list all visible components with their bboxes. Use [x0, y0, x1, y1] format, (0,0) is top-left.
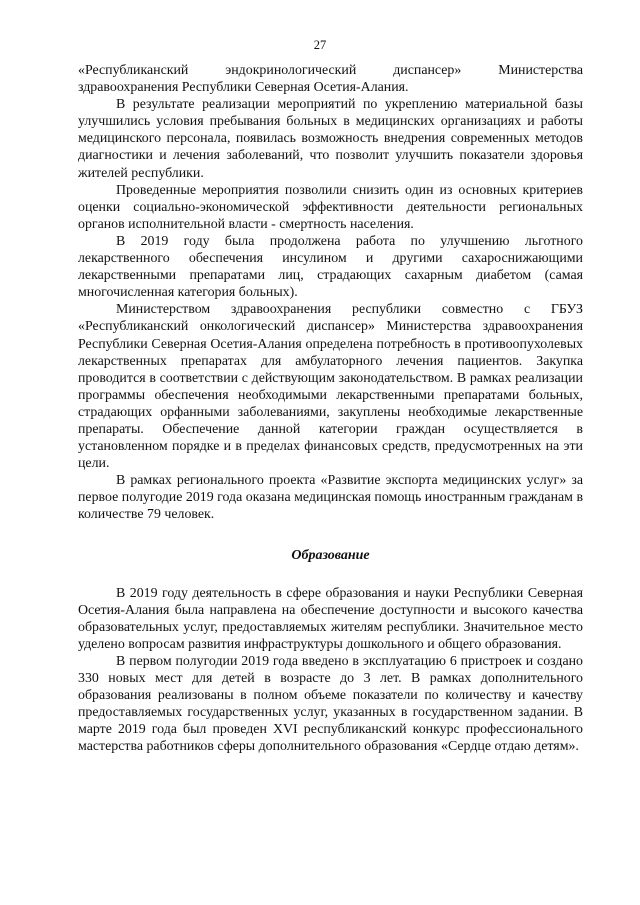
paragraph-dispensary-continuation: «Республиканский эндокринологический диспансер» Министерства здравоохранения Республики Северная Осетия-Алания.: [78, 63, 583, 96]
section-heading-education: Образование: [291, 547, 370, 563]
paragraph-mortality: Проведенные мероприятия позволили снизить один из основных критериев оценки социально-экономической эффективности деятельности региональных органов исполнительной власти - смертность населения.: [78, 182, 583, 232]
paragraph-oncology-drugs: Министерством здравоохранения республики совместно с ГБУЗ «Республиканский онкологический диспансер» Министерства здравоохранения Республики Северная Осетия-Алания определена потребность в противоопухолевых лекарственных препаратах для амбулаторного лечения пациентов. Закупка проводится в соответствии с действующим законодательством. В рамках реализации программы обеспечения необходимыми лекарственными препаратами больных, страдающих орфанными заболеваниями, закуплены необходимые лекарственные препараты. Обеспечение данной категории граждан осуществляется в установленном порядке и в пределах финансовых средств, предусмотренных на эти цели.: [78, 302, 583, 472]
paragraph-education-overview: В 2019 году деятельность в сфере образования и науки Республики Северная Осетия-Алания была направлена на обеспечение доступности и высокого качества образовательных услуг, предоставляемых жителям республики. Значительное место уделено вопросам развития инфраструктуры дошкольного и общего образования.: [78, 585, 583, 652]
paragraph-material-base: В результате реализации мероприятий по укреплению материальной базы улучшились условия пребывания больных в медицинских организациях и работы медицинского персонала, появилась возможность внедрения современных методов диагностики и лечения заболеваний, что позволит улучшить показатели здоровья жителей республики.: [78, 97, 583, 181]
page-number: 27: [313, 38, 327, 52]
paragraph-education-results: В первом полугодии 2019 года введено в эксплуатацию 6 пристроек и создано 330 новых мест для детей в возрасте до 3 лет. В рамках дополнительного образования реализованы в полном объеме показатели по количеству и качеству предоставляемых государственных услуг, указанных в государственном задании. В марте 2019 года был проведен XVI республиканский конкурс профессионального мастерства работников сферы дополнительного образования «Сердце отдаю детям».: [78, 654, 583, 755]
paragraph-medical-export: В рамках регионального проекта «Развитие экспорта медицинских услуг» за первое полугодие 2019 года оказана медицинская помощь иностранным гражданам в количестве 79 человек.: [78, 473, 583, 523]
paragraph-insulin-supply: В 2019 году была продолжена работа по улучшению льготного лекарственного обеспечения инсулином и другими сахароснижающими лекарственными препаратами лиц, страдающих сахарным диабетом (самая многочисленная категория больных).: [78, 233, 583, 301]
